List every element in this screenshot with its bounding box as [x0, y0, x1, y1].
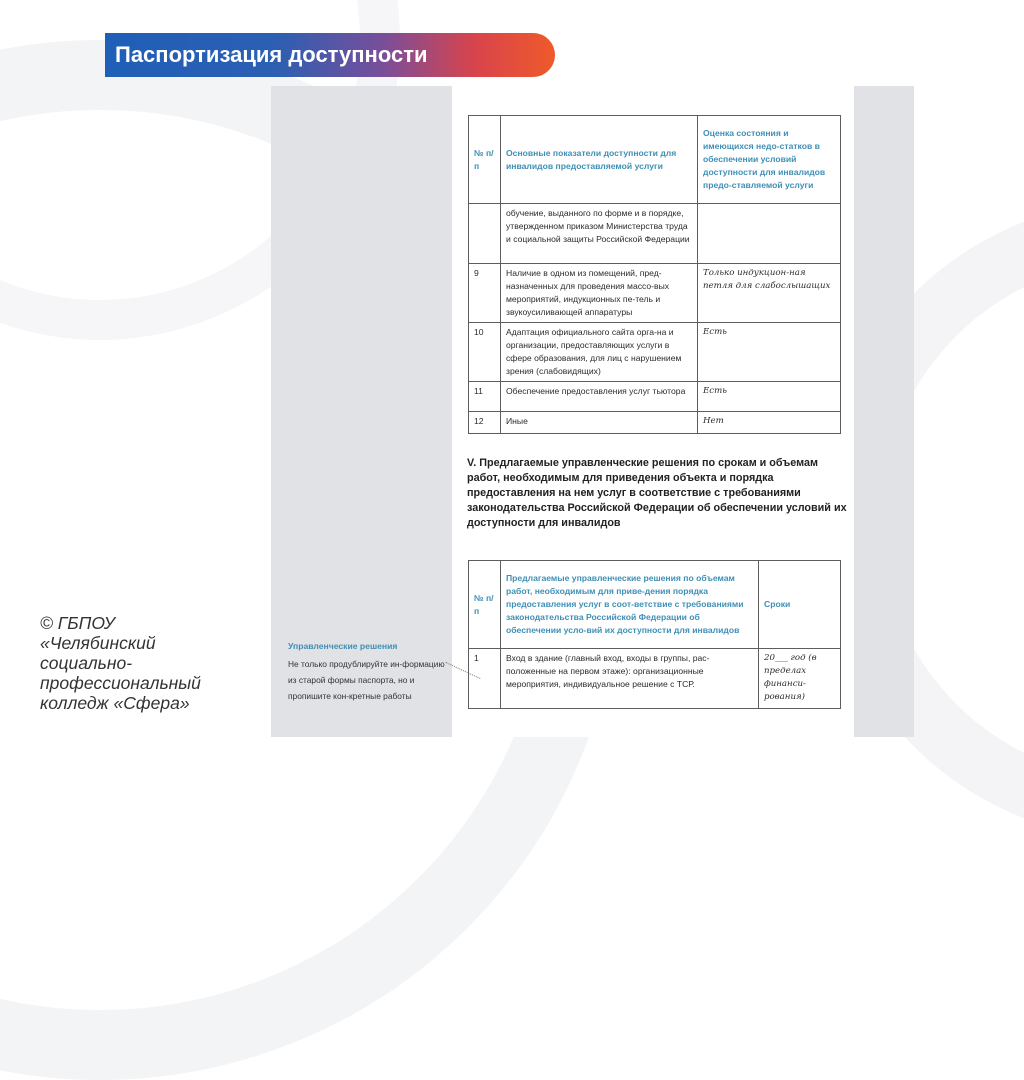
copyright-note: [40, 613, 270, 713]
management-decisions-table: [468, 560, 841, 709]
side-note: [288, 641, 448, 704]
column-header-indicators: Основные показатели доступности для инвалидов предоставляемой услуги: [501, 116, 698, 204]
slide-title: Паспортизация доступности: [105, 33, 555, 77]
table-row: [469, 412, 841, 434]
table-header-row: [469, 116, 841, 204]
row-number: 11: [469, 382, 501, 412]
row-number: 12: [469, 412, 501, 434]
column-header-decisions: Предлагаемые управленческие решения по объемам работ, необходимым для приве-дения порядка предоставления услуг в соот-ветствие с требованиями законодательства Российской Федерации об обеспечении усло-вий их доступности для инвалидов: [501, 561, 759, 649]
row-assessment-value: Только индукцион-ная петля для слабослышащих: [698, 264, 841, 323]
row-assessment-value: [698, 204, 841, 264]
copyright-line: © ГБПОУ: [40, 613, 115, 633]
table-row: [469, 264, 841, 323]
row-number: 10: [469, 323, 501, 382]
row-indicator-text: Адаптация официального сайта орга-на и организации, предоставляющих услуги в сфере образования, для лиц с нарушением зрения (слабовидящих): [501, 323, 698, 382]
accessibility-indicators-table: [468, 115, 841, 434]
row-number: 9: [469, 264, 501, 323]
column-header-assessment: Оценка состояния и имеющихся недо-статков в обеспечении условий доступности для инвалидов предо-ставляемой услуги: [698, 116, 841, 204]
table-row: [469, 382, 841, 412]
table-row: [469, 649, 841, 709]
table-header-row: [469, 561, 841, 649]
column-header-deadlines: Сроки: [759, 561, 841, 649]
row-assessment-value: Есть: [698, 382, 841, 412]
column-header-number: № п/п: [469, 116, 501, 204]
side-note-title: Управленческие решения: [288, 641, 398, 651]
copyright-line: профессиональный: [40, 673, 201, 693]
row-deadline-value: 20___ год (в пределах финанси-рования): [759, 649, 841, 709]
row-number: [469, 204, 501, 264]
copyright-line: колледж «Сфера»: [40, 693, 190, 713]
section-v-heading: V. Предлагаемые управленческие решения по срокам и объемам работ, необходимым для приведения объекта и порядка предоставления на нем услуг в соответствие с требованиями законодательства Российской Федерации об обеспечении условий их доступности для инвалидов: [467, 457, 847, 529]
row-assessment-value: Нет: [698, 412, 841, 434]
row-number: 1: [469, 649, 501, 709]
row-indicator-text: Наличие в одном из помещений, пред-назначенных для проведения массо-вых мероприятий, индукционных пе-тель и звукоусиливающей аппаратуры: [501, 264, 698, 323]
row-indicator-text: Обеспечение предоставления услуг тьютора: [501, 382, 698, 412]
side-note-text: Не только продублируйте ин-формацию из старой формы паспорта, но и пропишите кон-кретные работы: [288, 659, 445, 701]
row-indicator-text: обучение, выданного по форме и в порядке, утвержденном приказом Министерства труда и социальной защиты Российской Федерации: [501, 204, 698, 264]
row-indicator-text: Иные: [501, 412, 698, 434]
table-row: [469, 204, 841, 264]
copyright-line: социально-: [40, 653, 133, 673]
table-row: [469, 323, 841, 382]
row-assessment-value: Есть: [698, 323, 841, 382]
copyright-line: «Челябинский: [40, 633, 156, 653]
row-decision-text: Вход в здание (главный вход, входы в группы, рас-положенные на первом этаже): организационные мероприятия, индивидуальное решение с ТСР.: [501, 649, 759, 709]
column-header-number: № п/п: [469, 561, 501, 649]
